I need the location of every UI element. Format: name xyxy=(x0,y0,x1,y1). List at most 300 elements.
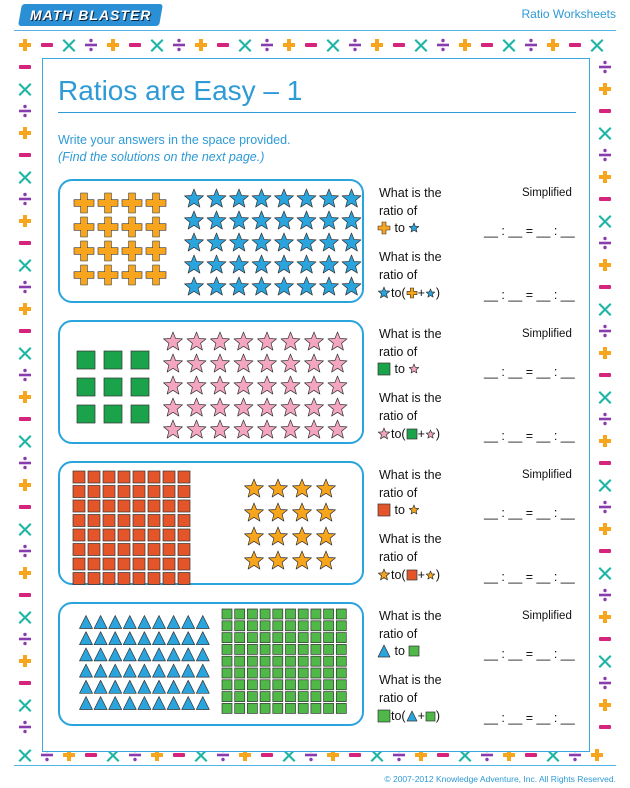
minus-symbol-icon xyxy=(481,43,493,47)
orange-square xyxy=(163,515,175,527)
blue-star xyxy=(297,255,316,273)
triangle-icon-shape xyxy=(378,645,390,657)
green-square xyxy=(222,656,232,666)
divide-symbol-icon xyxy=(19,545,31,557)
minus-symbol-icon xyxy=(599,461,611,465)
instructions-line-1: Write your answers in the space provided. xyxy=(58,133,291,147)
pink-star xyxy=(281,398,300,416)
pink-star xyxy=(211,398,230,416)
green-square xyxy=(298,680,308,690)
orange-square xyxy=(163,500,175,512)
blue-star xyxy=(230,233,249,251)
minus-symbol-icon xyxy=(599,197,611,201)
simplified-label: Simplified xyxy=(522,469,572,481)
problem-picture xyxy=(60,181,366,305)
green-square xyxy=(104,405,122,423)
answer-blank[interactable]: __ : __ = __ : __ xyxy=(484,288,575,302)
ratio-expression xyxy=(377,568,440,582)
green-square xyxy=(298,668,308,678)
plus-symbol-icon xyxy=(19,39,31,51)
yellow-star xyxy=(269,527,288,545)
green-square xyxy=(222,680,232,690)
blue-star xyxy=(185,255,204,273)
blue-triangle xyxy=(167,697,180,710)
orange-square xyxy=(73,558,85,570)
pink-star xyxy=(211,332,230,350)
plus-sign xyxy=(74,193,94,213)
plus-symbol-icon xyxy=(195,39,207,51)
square-icon xyxy=(408,645,420,657)
green-square xyxy=(260,644,270,654)
square-icon xyxy=(377,503,391,517)
blue-triangle xyxy=(80,680,93,693)
to-text: to xyxy=(391,644,409,658)
blue-triangle xyxy=(109,664,122,677)
plus-symbol-icon xyxy=(547,39,559,51)
question-what-text: What is the xyxy=(379,609,442,623)
square-icon-shape xyxy=(407,429,417,439)
green-square xyxy=(235,644,245,654)
times-symbol-icon xyxy=(599,391,612,404)
plus-sign xyxy=(98,265,118,285)
pink-star xyxy=(281,376,300,394)
yellow-star xyxy=(293,503,312,521)
yellow-star xyxy=(293,527,312,545)
plus-symbol-icon xyxy=(19,655,31,667)
green-square xyxy=(298,656,308,666)
divide-symbol-icon xyxy=(19,105,31,117)
pink-star xyxy=(187,398,206,416)
answer-blank[interactable]: __ : __ = __ : __ xyxy=(484,224,575,238)
plus-sign xyxy=(122,217,142,237)
orange-square xyxy=(118,515,130,527)
blue-triangle xyxy=(167,616,180,629)
green-square xyxy=(273,656,283,666)
green-square xyxy=(336,703,346,713)
blue-triangle xyxy=(80,616,93,629)
blue-triangle xyxy=(138,632,151,645)
green-square xyxy=(273,703,283,713)
minus-symbol-icon xyxy=(217,43,229,47)
green-square xyxy=(298,692,308,702)
blue-star xyxy=(275,255,294,273)
answer-blank[interactable]: __ : __ = __ : __ xyxy=(484,711,575,725)
blue-star xyxy=(252,255,271,273)
blue-triangle xyxy=(94,616,107,629)
problem-picture xyxy=(60,322,366,446)
orange-square xyxy=(103,573,115,585)
pink-star xyxy=(328,354,347,372)
blue-triangle xyxy=(196,697,209,710)
minus-symbol-icon xyxy=(437,753,449,757)
green-square xyxy=(286,644,296,654)
blue-star xyxy=(342,189,361,207)
green-square xyxy=(77,405,95,423)
green-square xyxy=(324,621,334,631)
to-text: to xyxy=(391,362,409,376)
blue-triangle xyxy=(94,697,107,710)
plus-text: + xyxy=(417,286,425,300)
blue-star xyxy=(252,189,271,207)
question-what-text: What is the xyxy=(379,673,442,687)
orange-square xyxy=(163,573,175,585)
times-symbol-icon xyxy=(599,567,612,580)
question-what-text: What is the xyxy=(379,532,442,546)
orange-square xyxy=(73,544,85,556)
orange-square xyxy=(163,558,175,570)
question-what-text: What is the xyxy=(379,327,442,341)
blue-triangle xyxy=(153,664,166,677)
orange-square xyxy=(178,544,190,556)
star-icon xyxy=(377,286,391,300)
ratio-expression xyxy=(377,286,440,300)
green-square xyxy=(235,692,245,702)
problem-picture-box xyxy=(58,602,364,726)
blue-star xyxy=(320,233,339,251)
plus-icon-shape xyxy=(378,222,390,234)
plus-sign xyxy=(74,217,94,237)
plus-sign xyxy=(98,241,118,261)
ratio-expression xyxy=(377,503,420,517)
answer-blank[interactable]: __ : __ = __ : __ xyxy=(484,506,575,520)
simplified-label: Simplified xyxy=(522,328,572,340)
minus-symbol-icon xyxy=(19,681,31,685)
blue-star xyxy=(275,233,294,251)
close-paren-text: ) xyxy=(435,568,441,582)
pink-star xyxy=(258,376,277,394)
orange-square xyxy=(118,544,130,556)
square-icon-shape xyxy=(378,710,390,722)
divide-symbol-icon xyxy=(19,721,31,733)
times-symbol-icon xyxy=(151,39,164,52)
green-square xyxy=(260,692,270,702)
blue-star xyxy=(342,255,361,273)
simplified-label: Simplified xyxy=(522,187,572,199)
pink-star xyxy=(328,420,347,438)
star-icon-shape xyxy=(410,223,420,232)
star-icon xyxy=(408,363,420,375)
blue-triangle xyxy=(153,648,166,661)
plus-sign xyxy=(74,241,94,261)
orange-square xyxy=(73,515,85,527)
ratio-expression xyxy=(377,362,420,376)
green-square xyxy=(104,378,122,396)
blue-star xyxy=(230,211,249,229)
green-square xyxy=(260,633,270,643)
plus-symbol-icon xyxy=(371,39,383,51)
orange-square xyxy=(178,515,190,527)
copyright-footer: © 2007-2012 Knowledge Adventure, Inc. All Rights Reserved. xyxy=(384,774,616,784)
green-square xyxy=(260,656,270,666)
green-square xyxy=(298,621,308,631)
green-square xyxy=(260,621,270,631)
pink-star xyxy=(164,332,183,350)
green-square xyxy=(273,633,283,643)
green-square xyxy=(298,633,308,643)
answer-blank[interactable]: __ : __ = __ : __ xyxy=(484,570,575,584)
orange-square xyxy=(73,500,85,512)
blue-triangle xyxy=(109,648,122,661)
question-ratio-of-text: ratio of xyxy=(379,550,418,564)
to-paren-text: to( xyxy=(391,427,406,441)
question-ratio-of-text: ratio of xyxy=(379,268,418,282)
divide-symbol-icon xyxy=(599,149,611,161)
pink-star xyxy=(328,332,347,350)
divide-symbol-icon xyxy=(599,61,611,73)
orange-square xyxy=(178,500,190,512)
to-paren-text: to( xyxy=(391,286,406,300)
green-square xyxy=(286,668,296,678)
orange-square xyxy=(118,500,130,512)
pink-star xyxy=(305,354,324,372)
orange-square xyxy=(163,529,175,541)
green-square xyxy=(324,644,334,654)
pink-star xyxy=(164,398,183,416)
square-icon xyxy=(377,709,391,723)
star-icon-shape xyxy=(378,428,389,439)
orange-square xyxy=(178,529,190,541)
blue-triangle xyxy=(138,648,151,661)
blue-star xyxy=(320,189,339,207)
triangle-icon xyxy=(406,710,418,722)
minus-symbol-icon xyxy=(305,43,317,47)
plus-symbol-icon xyxy=(599,347,611,359)
green-square xyxy=(311,656,321,666)
green-square xyxy=(104,351,122,369)
answer-blank[interactable]: __ : __ = __ : __ xyxy=(484,429,575,443)
green-square xyxy=(324,633,334,643)
green-square xyxy=(324,703,334,713)
orange-square xyxy=(118,486,130,498)
blue-triangle xyxy=(182,664,195,677)
question-ratio-of-text: ratio of xyxy=(379,204,418,218)
blue-star xyxy=(207,255,226,273)
star-icon-shape xyxy=(378,569,389,580)
blue-triangle xyxy=(153,697,166,710)
green-square xyxy=(247,621,257,631)
divide-symbol-icon xyxy=(599,413,611,425)
blue-triangle xyxy=(80,697,93,710)
blue-triangle xyxy=(109,680,122,693)
times-symbol-icon xyxy=(19,523,32,536)
triangle-icon xyxy=(377,644,391,658)
blue-star xyxy=(185,277,204,295)
green-square xyxy=(336,609,346,619)
plus-symbol-icon xyxy=(591,749,603,761)
answer-blank[interactable]: __ : __ = __ : __ xyxy=(484,365,575,379)
blue-triangle xyxy=(123,648,136,661)
blue-star xyxy=(207,211,226,229)
to-paren-text: to( xyxy=(391,709,406,723)
yellow-star xyxy=(293,479,312,497)
plus-sign xyxy=(146,241,166,261)
blue-star xyxy=(342,277,361,295)
green-square xyxy=(311,621,321,631)
green-square xyxy=(131,405,149,423)
blue-star xyxy=(207,189,226,207)
blue-triangle xyxy=(138,697,151,710)
plus-text: + xyxy=(417,568,425,582)
green-square xyxy=(222,692,232,702)
blue-triangle xyxy=(182,648,195,661)
green-square xyxy=(222,703,232,713)
orange-square xyxy=(103,529,115,541)
section-label: Ratio Worksheets xyxy=(521,7,616,21)
question-what-text: What is the xyxy=(379,250,442,264)
minus-symbol-icon xyxy=(261,753,273,757)
green-square xyxy=(311,668,321,678)
times-symbol-icon xyxy=(19,699,32,712)
logo-text: MATH BLASTER xyxy=(30,7,152,23)
star-icon-shape xyxy=(426,289,435,297)
minus-symbol-icon xyxy=(599,637,611,641)
green-square xyxy=(235,656,245,666)
green-square xyxy=(235,609,245,619)
ratio-expression xyxy=(377,709,440,723)
plus-symbol-icon xyxy=(599,699,611,711)
blue-triangle xyxy=(138,680,151,693)
plus-symbol-icon xyxy=(599,523,611,535)
divide-symbol-icon xyxy=(599,677,611,689)
minus-symbol-icon xyxy=(599,549,611,553)
minus-symbol-icon xyxy=(599,725,611,729)
green-square xyxy=(311,680,321,690)
green-square xyxy=(235,680,245,690)
pink-star xyxy=(258,354,277,372)
plus-symbol-icon xyxy=(19,479,31,491)
green-square xyxy=(222,668,232,678)
divide-symbol-icon xyxy=(19,281,31,293)
pink-star xyxy=(305,332,324,350)
star-icon-shape xyxy=(426,430,435,438)
pink-star xyxy=(234,354,253,372)
blue-star xyxy=(185,189,204,207)
green-square xyxy=(336,680,346,690)
blue-triangle xyxy=(94,632,107,645)
times-symbol-icon xyxy=(599,215,612,228)
green-square xyxy=(247,609,257,619)
blue-triangle xyxy=(80,664,93,677)
green-square xyxy=(260,609,270,619)
divide-symbol-icon xyxy=(19,369,31,381)
green-square xyxy=(286,633,296,643)
green-square xyxy=(247,692,257,702)
blue-triangle xyxy=(167,648,180,661)
green-square xyxy=(336,692,346,702)
blue-triangle xyxy=(123,664,136,677)
green-square xyxy=(247,703,257,713)
blue-triangle xyxy=(167,632,180,645)
plus-symbol-icon xyxy=(107,39,119,51)
ratio-expression xyxy=(377,221,420,235)
minus-symbol-icon xyxy=(19,505,31,509)
divide-symbol-icon xyxy=(173,39,185,51)
orange-square xyxy=(88,573,100,585)
star-icon xyxy=(425,288,436,299)
question-what-text: What is the xyxy=(379,186,442,200)
blue-triangle xyxy=(196,632,209,645)
instructions xyxy=(58,132,291,166)
math-blaster-logo[interactable] xyxy=(18,4,163,26)
question-ratio-of-text: ratio of xyxy=(379,409,418,423)
star-icon xyxy=(408,222,420,234)
minus-symbol-icon xyxy=(393,43,405,47)
pink-star xyxy=(305,398,324,416)
blue-triangle xyxy=(80,648,93,661)
to-text: to xyxy=(391,221,409,235)
orange-square xyxy=(73,529,85,541)
blue-triangle xyxy=(196,664,209,677)
green-square xyxy=(324,692,334,702)
green-square xyxy=(324,680,334,690)
problem-picture xyxy=(60,604,366,728)
times-symbol-icon xyxy=(415,39,428,52)
plus-sign xyxy=(146,217,166,237)
plus-sign xyxy=(74,265,94,285)
blue-star xyxy=(342,211,361,229)
pink-star xyxy=(258,420,277,438)
close-paren-text: ) xyxy=(435,427,441,441)
green-square xyxy=(260,703,270,713)
green-square xyxy=(222,609,232,619)
bottom-divider xyxy=(14,765,616,766)
pink-star xyxy=(305,376,324,394)
question-what-text: What is the xyxy=(379,391,442,405)
blue-triangle xyxy=(109,697,122,710)
times-symbol-icon xyxy=(19,83,32,96)
orange-square xyxy=(118,529,130,541)
green-square xyxy=(311,609,321,619)
blue-star xyxy=(275,277,294,295)
divide-symbol-icon xyxy=(19,193,31,205)
blue-triangle xyxy=(153,632,166,645)
orange-square xyxy=(88,486,100,498)
orange-square xyxy=(133,471,145,483)
plus-symbol-icon xyxy=(19,303,31,315)
orange-square xyxy=(163,471,175,483)
plus-symbol-icon xyxy=(599,435,611,447)
question-ratio-of-text: ratio of xyxy=(379,627,418,641)
pink-star xyxy=(258,332,277,350)
minus-symbol-icon xyxy=(569,43,581,47)
pink-star xyxy=(234,376,253,394)
answer-blank[interactable]: __ : __ = __ : __ xyxy=(484,647,575,661)
pink-star xyxy=(234,332,253,350)
green-square xyxy=(286,609,296,619)
minus-symbol-icon xyxy=(525,753,537,757)
blue-triangle xyxy=(109,632,122,645)
question-ratio-of-text: ratio of xyxy=(379,691,418,705)
pink-star xyxy=(164,354,183,372)
star-icon xyxy=(408,504,420,516)
blue-triangle xyxy=(153,616,166,629)
pink-star xyxy=(281,354,300,372)
green-square xyxy=(247,644,257,654)
orange-square xyxy=(88,471,100,483)
orange-square xyxy=(133,558,145,570)
green-square xyxy=(298,703,308,713)
blue-star xyxy=(342,233,361,251)
blue-triangle xyxy=(123,697,136,710)
yellow-star xyxy=(317,551,336,569)
plus-symbol-icon xyxy=(283,39,295,51)
orange-square xyxy=(88,515,100,527)
divide-symbol-icon xyxy=(599,589,611,601)
pink-star xyxy=(211,354,230,372)
green-square xyxy=(273,692,283,702)
minus-symbol-icon xyxy=(599,285,611,289)
title-rule xyxy=(58,112,576,113)
